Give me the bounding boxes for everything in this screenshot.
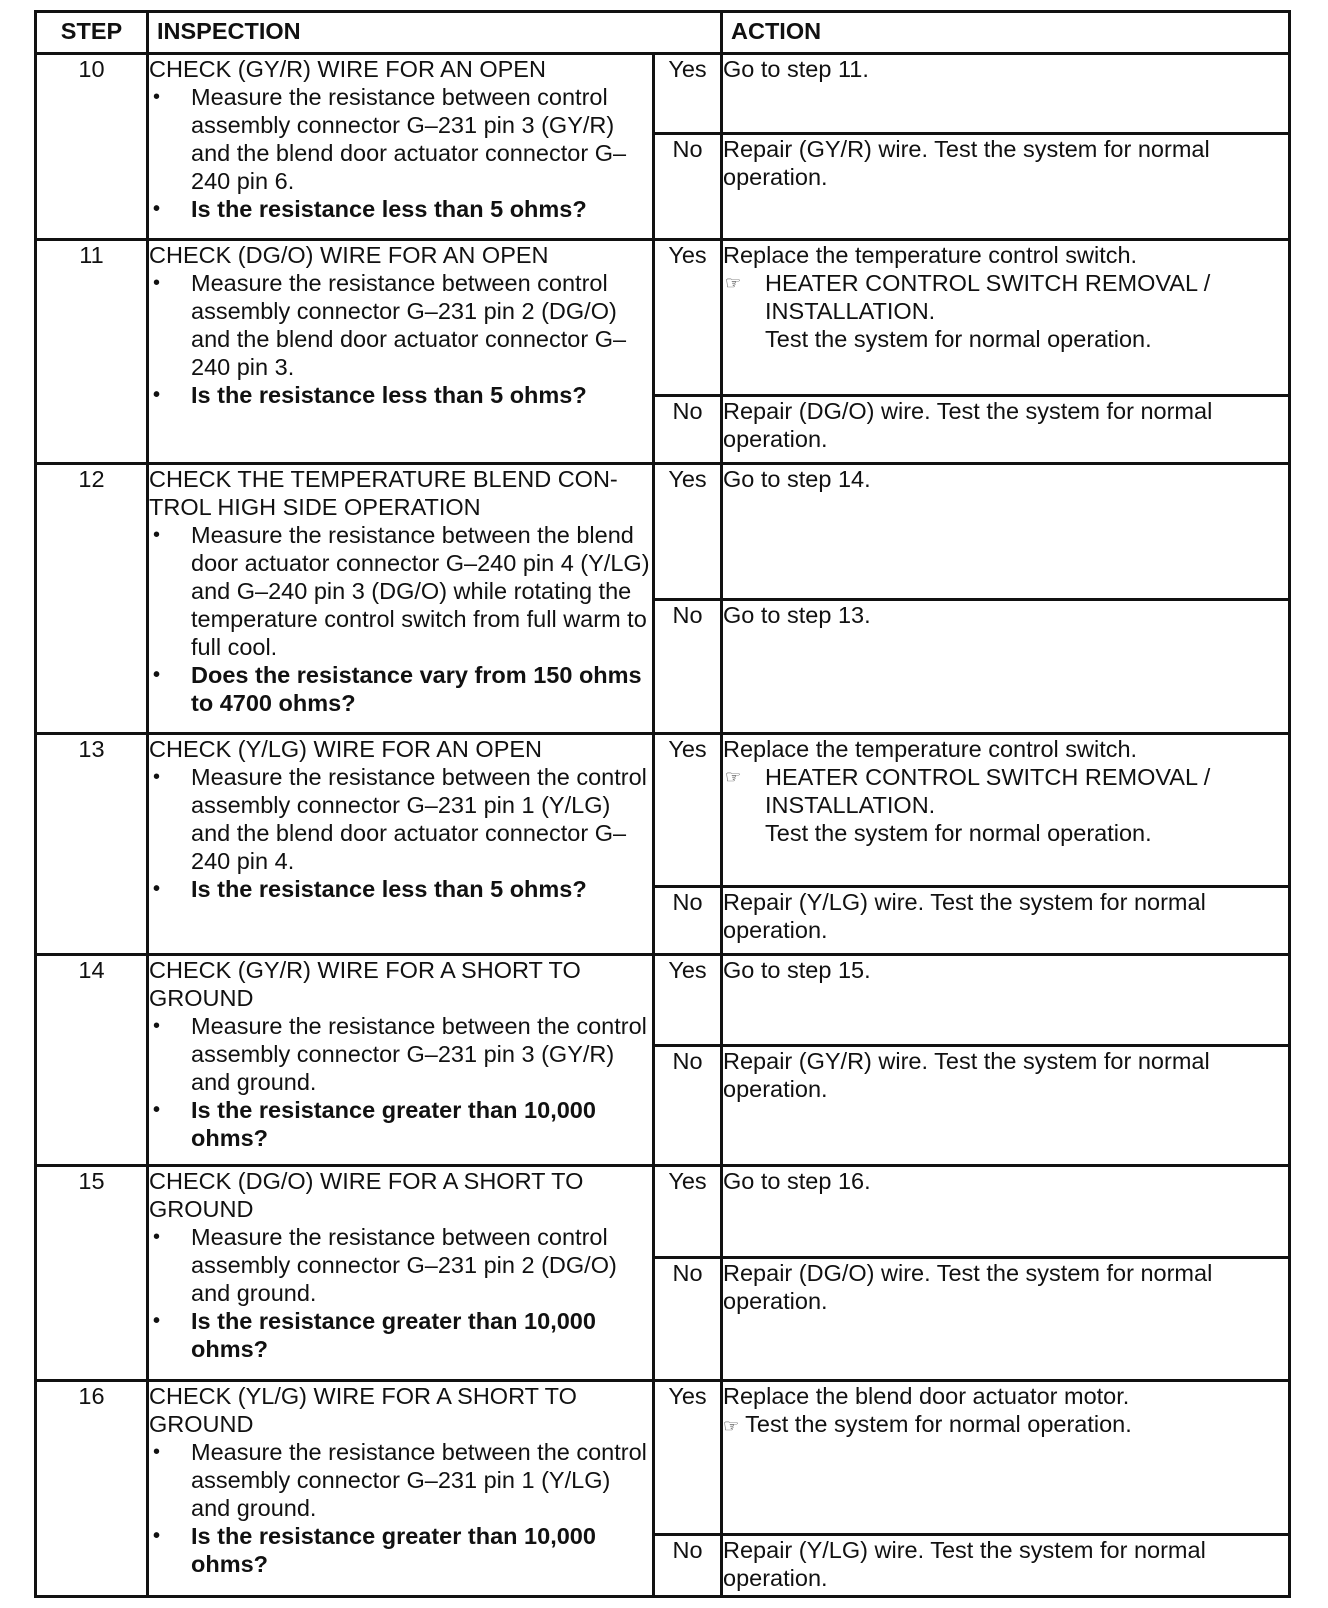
step-number: 13	[36, 733, 148, 955]
reference-text: HEATER CONTROL SWITCH REMOVAL / INSTALLATION.	[765, 763, 1211, 818]
inspection-question: • Is the resistance less than 5 ohms?	[149, 381, 652, 409]
pointing-hand-icon: ☞	[723, 1415, 740, 1436]
table-row	[36, 1166, 1290, 1258]
yes-action: Replace the temperature control switch.	[723, 241, 1138, 268]
inspection-cell	[148, 239, 654, 464]
yes-label: Yes	[654, 733, 722, 886]
inspection-title: CHECK (GY/R) WIRE FOR A SHORT TO GROUND	[149, 957, 581, 1012]
step-number: 12	[36, 464, 148, 733]
table-row	[36, 239, 1290, 395]
inspection-question: • Is the resistance greater than 10,000 ohms?	[149, 1522, 652, 1578]
step-number: 11	[36, 239, 148, 464]
header-row	[36, 12, 1290, 54]
yes-action: Go to step 14.	[722, 464, 1290, 599]
reference-text: Test the system for normal operation.	[745, 1410, 1132, 1437]
no-label: No	[654, 1045, 722, 1166]
step-header: STEP	[36, 12, 148, 54]
inspection-question: • Is the resistance less than 5 ohms?	[149, 195, 652, 223]
inspection-title: CHECK THE TEMPERATURE BLEND CON-TROL HIGH SIDE OPERATION	[149, 466, 618, 521]
table-row	[36, 733, 1290, 886]
inspection-bullet: • Measure the resistance between control assembly connector G–231 pin 2 (DG/O) and ground.	[149, 1223, 652, 1307]
inspection-header: INSPECTION	[148, 12, 722, 54]
yes-label: Yes	[654, 464, 722, 599]
no-label: No	[654, 395, 722, 464]
reference-followup: Test the system for normal operation.	[765, 325, 1152, 352]
no-label: No	[654, 133, 722, 239]
inspection-cell	[148, 1380, 654, 1596]
table-row	[36, 464, 1290, 599]
reference-note	[723, 1410, 1288, 1440]
yes-label: Yes	[654, 1166, 722, 1258]
table-row	[36, 1380, 1290, 1534]
inspection-cell	[148, 733, 654, 955]
step-number: 10	[36, 53, 148, 239]
inspection-bullet: • Measure the resistance between control assembly connector G–231 pin 2 (DG/O) and the blend door actuator connector G–240 pin 3.	[149, 269, 652, 381]
yes-action: Replace the blend door actuator motor.	[723, 1382, 1130, 1409]
yes-action-cell	[722, 1380, 1290, 1534]
reference-followup: Test the system for normal operation.	[765, 819, 1152, 846]
inspection-cell	[148, 53, 654, 239]
reference-text: HEATER CONTROL SWITCH REMOVAL / INSTALLATION.	[765, 269, 1211, 324]
no-action: Repair (Y/LG) wire. Test the system for normal operation.	[722, 886, 1290, 955]
inspection-title: CHECK (YL/G) WIRE FOR A SHORT TO GROUND	[149, 1382, 577, 1437]
no-action: Repair (Y/LG) wire. Test the system for normal operation.	[722, 1534, 1290, 1596]
pointing-hand-icon: ☞	[725, 766, 742, 787]
inspection-question: • Is the resistance less than 5 ohms?	[149, 875, 652, 903]
inspection-title: CHECK (Y/LG) WIRE FOR AN OPEN	[149, 735, 543, 762]
yes-action: Go to step 15.	[722, 955, 1290, 1045]
no-label: No	[654, 1257, 722, 1380]
yes-action: Go to step 16.	[722, 1166, 1290, 1258]
step-number: 14	[36, 955, 148, 1166]
inspection-cell	[148, 955, 654, 1166]
yes-action-cell	[722, 733, 1290, 886]
yes-label: Yes	[654, 53, 722, 133]
no-label: No	[654, 599, 722, 733]
yes-label: Yes	[654, 1380, 722, 1534]
no-action: Repair (DG/O) wire. Test the system for normal operation.	[722, 1257, 1290, 1380]
step-number: 15	[36, 1166, 148, 1380]
no-action: Go to step 13.	[722, 599, 1290, 733]
inspection-bullet: • Measure the resistance between the control assembly connector G–231 pin 3 (GY/R) and ground.	[149, 1012, 652, 1096]
no-label: No	[654, 1534, 722, 1596]
yes-action: Go to step 11.	[722, 53, 1290, 133]
action-header: ACTION	[722, 12, 1290, 54]
table-row	[36, 53, 1290, 133]
no-action: Repair (GY/R) wire. Test the system for normal operation.	[722, 1045, 1290, 1166]
yes-label: Yes	[654, 239, 722, 395]
inspection-cell	[148, 464, 654, 733]
inspection-question: • Does the resistance vary from 150 ohms to 4700 ohms?	[149, 661, 652, 717]
yes-label: Yes	[654, 955, 722, 1045]
pointing-hand-icon: ☞	[725, 272, 742, 293]
no-label: No	[654, 886, 722, 955]
inspection-title: CHECK (DG/O) WIRE FOR AN OPEN	[149, 241, 549, 268]
troubleshooting-document	[34, 10, 1288, 1598]
reference-note	[723, 269, 1288, 325]
table-row	[36, 955, 1290, 1045]
inspection-bullet: • Measure the resistance between the control assembly connector G–231 pin 1 (Y/LG) and the blend door actuator connector G–240 pin 4.	[149, 763, 652, 875]
inspection-bullet: • Measure the resistance between the blend door actuator connector G–240 pin 4 (Y/LG) and G–240 pin 3 (DG/O) while rotating the temperature control switch from full warm to full cool.	[149, 521, 652, 661]
inspection-bullet: • Measure the resistance between control assembly connector G–231 pin 3 (GY/R) and the blend door actuator connector G–240 pin 6.	[149, 83, 652, 195]
reference-note	[723, 763, 1288, 819]
no-action: Repair (DG/O) wire. Test the system for normal operation.	[722, 395, 1290, 464]
yes-action-cell	[722, 239, 1290, 395]
inspection-question: • Is the resistance greater than 10,000 ohms?	[149, 1096, 652, 1152]
inspection-bullet: • Measure the resistance between the control assembly connector G–231 pin 1 (Y/LG) and ground.	[149, 1438, 652, 1522]
inspection-title: CHECK (DG/O) WIRE FOR A SHORT TO GROUND	[149, 1168, 584, 1223]
yes-action: Replace the temperature control switch.	[723, 735, 1138, 762]
inspection-title: CHECK (GY/R) WIRE FOR AN OPEN	[149, 55, 546, 82]
step-number: 16	[36, 1380, 148, 1596]
inspection-cell	[148, 1166, 654, 1380]
troubleshooting-table	[34, 10, 1291, 1598]
no-action: Repair (GY/R) wire. Test the system for normal operation.	[722, 133, 1290, 239]
inspection-question: • Is the resistance greater than 10,000 ohms?	[149, 1307, 652, 1363]
